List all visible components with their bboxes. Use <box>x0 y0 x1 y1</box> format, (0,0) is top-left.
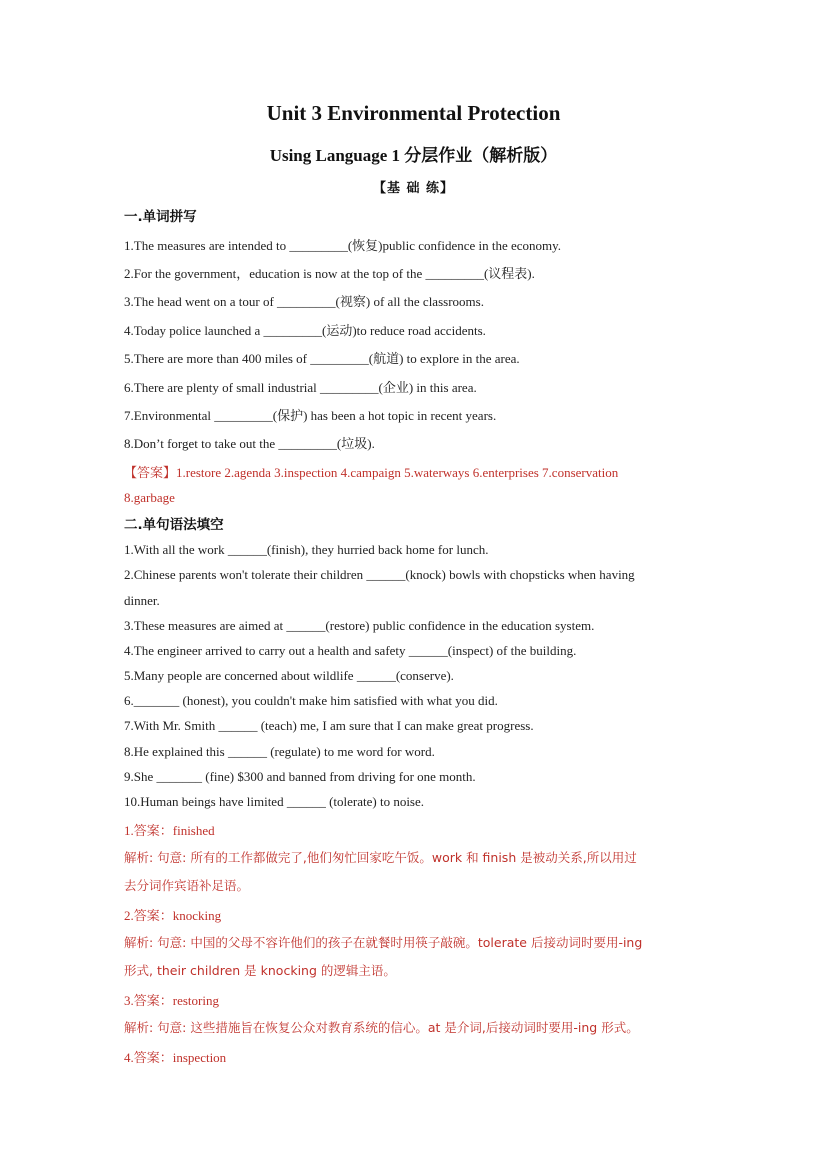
spelling-item: 6.There are plenty of small industrial _________(企业) in this area. <box>124 380 477 395</box>
spelling-answer: 【答案】1.restore 2.agenda 3.inspection 4.campaign 5.waterways 6.enterprises 7.conservation <box>124 465 619 480</box>
grammar-item: 8.He explained this ______ (regulate) to me word for word. <box>124 744 435 759</box>
spelling-item: 7.Environmental _________(保护) has been a hot topic in recent years. <box>124 408 497 423</box>
grammar-item: 6._______ (honest), you couldn't make him satisfied with what you did. <box>124 693 498 708</box>
grammar-item: 2.Chinese parents won't tolerate their children ______(knock) bowls with chopsticks when having <box>124 567 635 582</box>
grammar-answer: 1.答案：finished <box>124 823 215 838</box>
grammar-explanation: 解析: 句意: 中国的父母不容许他们的孩子在就餐时用筷子敲碗。tolerate 后接动词时要用-ing <box>124 935 643 950</box>
spelling-item: 2.For the government，education is now at the top of the _________(议程表). <box>124 266 535 281</box>
grammar-explanation: 去分词作宾语补足语。 <box>124 878 250 893</box>
grammar-item: 1.With all the work ______(finish), they hurried back home for lunch. <box>124 542 489 557</box>
grammar-explanation: 形式, their children 是 knocking 的逻辑主语。 <box>124 963 396 978</box>
grammar-item: 4.The engineer arrived to carry out a health and safety ______(inspect) of the building. <box>124 643 577 658</box>
grammar-answer: 4.答案：inspection <box>124 1050 227 1065</box>
section-heading-grammar: 二.单句语法填空 <box>124 517 224 533</box>
grammar-answer: 3.答案：restoring <box>124 993 219 1008</box>
spelling-item: 1.The measures are intended to _________(恢复)public confidence in the economy. <box>124 238 562 253</box>
grammar-item: dinner. <box>124 593 160 608</box>
spelling-item: 3.The head went on a tour of _________(视察) of all the classrooms. <box>124 294 484 309</box>
grammar-explanation: 解析: 句意: 这些措施旨在恢复公众对教育系统的信心。at 是介词,后接动词时要用-ing 形式。 <box>124 1020 639 1035</box>
grammar-item: 9.She _______ (fine) $300 and banned from driving for one month. <box>124 769 476 784</box>
grammar-answer: 2.答案：knocking <box>124 908 222 923</box>
grammar-item: 7.With Mr. Smith ______ (teach) me, I am sure that I can make great progress. <box>124 718 534 733</box>
grammar-item: 3.These measures are aimed at ______(restore) public confidence in the education system. <box>124 618 595 633</box>
section-heading-spelling: 一.单词拼写 <box>124 209 197 225</box>
spelling-item: 5.There are more than 400 miles of _________(航道) to explore in the area. <box>124 351 520 366</box>
spelling-item: 4.Today police launched a _________(运动)to reduce road accidents. <box>124 323 486 338</box>
spelling-answer-cont: 8.garbage <box>124 490 175 505</box>
spelling-item: 8.Don’t forget to take out the _________(垃圾). <box>124 436 375 451</box>
grammar-item: 10.Human beings have limited ______ (tolerate) to noise. <box>124 794 425 809</box>
grammar-explanation: 解析: 句意: 所有的工作都做完了,他们匆忙回家吃午饭。work 和 finish 是被动关系,所以用过 <box>124 850 637 865</box>
document-subtitle: Using Language 1 分层作业（解析版） <box>269 146 558 165</box>
grammar-item: 5.Many people are concerned about wildlife ______(conserve). <box>124 668 454 683</box>
level-label: 【基 础 练】 <box>372 181 455 196</box>
document-title: Unit 3 Environmental Protection <box>266 101 561 125</box>
